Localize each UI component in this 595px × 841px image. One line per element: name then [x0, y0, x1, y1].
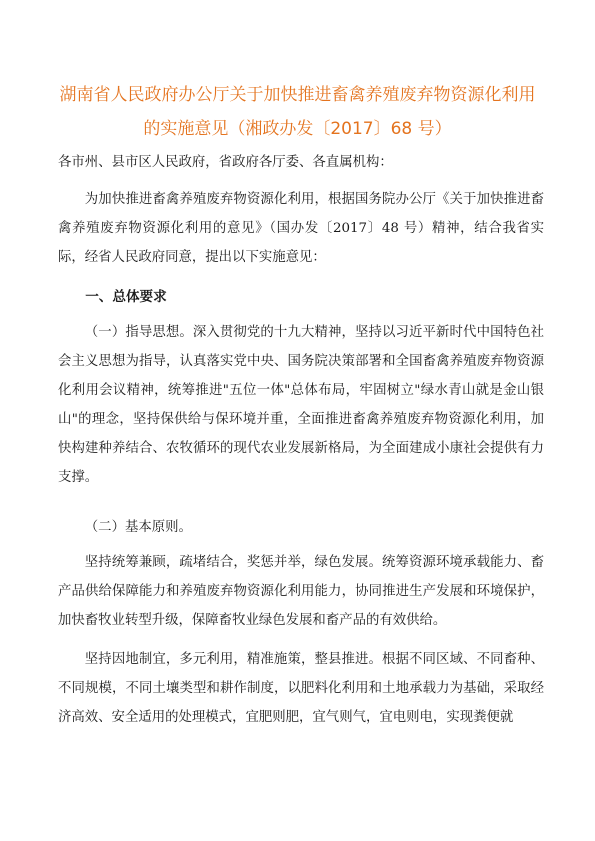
- section-heading: 一、总体要求: [85, 289, 167, 305]
- guiding-thought-paragraph: （一）指导思想。深入贯彻党的十九大精神，坚持以习近平新时代中国特色社会主义思想为指导，认真落实党中央、国务院决策部署和全国畜禽养殖废弃物资源化利用会议精神，统筹推进"五位一体"总体布局，牢固树立"绿水青山就是金山银山"的理念，坚持保供给与保环境并重，全面推进畜禽养殖废弃物资源化利用，加快构建种养结合、农牧循环的现代农业发展新格局，为全面建成小康社会提供有力支撑。: [58, 325, 544, 485]
- salutation: 各市州、县市区人民政府，省政府各厅委、各直属机构：: [58, 155, 393, 170]
- document-title: 湖南省人民政府办公厅关于加快推进畜禽养殖废弃物资源化利用的实施意见（湘政办发〔2017〕68 号）: [59, 85, 536, 139]
- intro-paragraph: 为加快推进畜禽养殖废弃物资源化利用，根据国务院办公厅《关于加快推进畜禽养殖废弃物资源化利用的意见》（国办发〔2017〕48 号）精神，结合我省实际，经省人民政府同意，提出以下实施意见：: [58, 192, 544, 265]
- basic-principles-heading: （二）基本原则。: [84, 520, 192, 535]
- principle-paragraph-1: 坚持统筹兼顾，疏堵结合，奖惩并举，绿色发展。统筹资源环境承载能力、畜产品供给保障能力和养殖废弃物资源化利用能力，协同推进生产发展和环境保护，加快畜牧业转型升级，保障畜牧业绿色发展和畜产品的有效供给。: [58, 555, 544, 628]
- principle-paragraph-2: 坚持因地制宜，多元利用，精准施策，整县推进。根据不同区域、不同畜种、不同规模，不同土壤类型和耕作制度，以肥料化利用和土地承载力为基础，采取经济高效、安全适用的处理模式，宜肥则肥，宜气则气，宜电则电，实现粪便就: [58, 652, 544, 725]
